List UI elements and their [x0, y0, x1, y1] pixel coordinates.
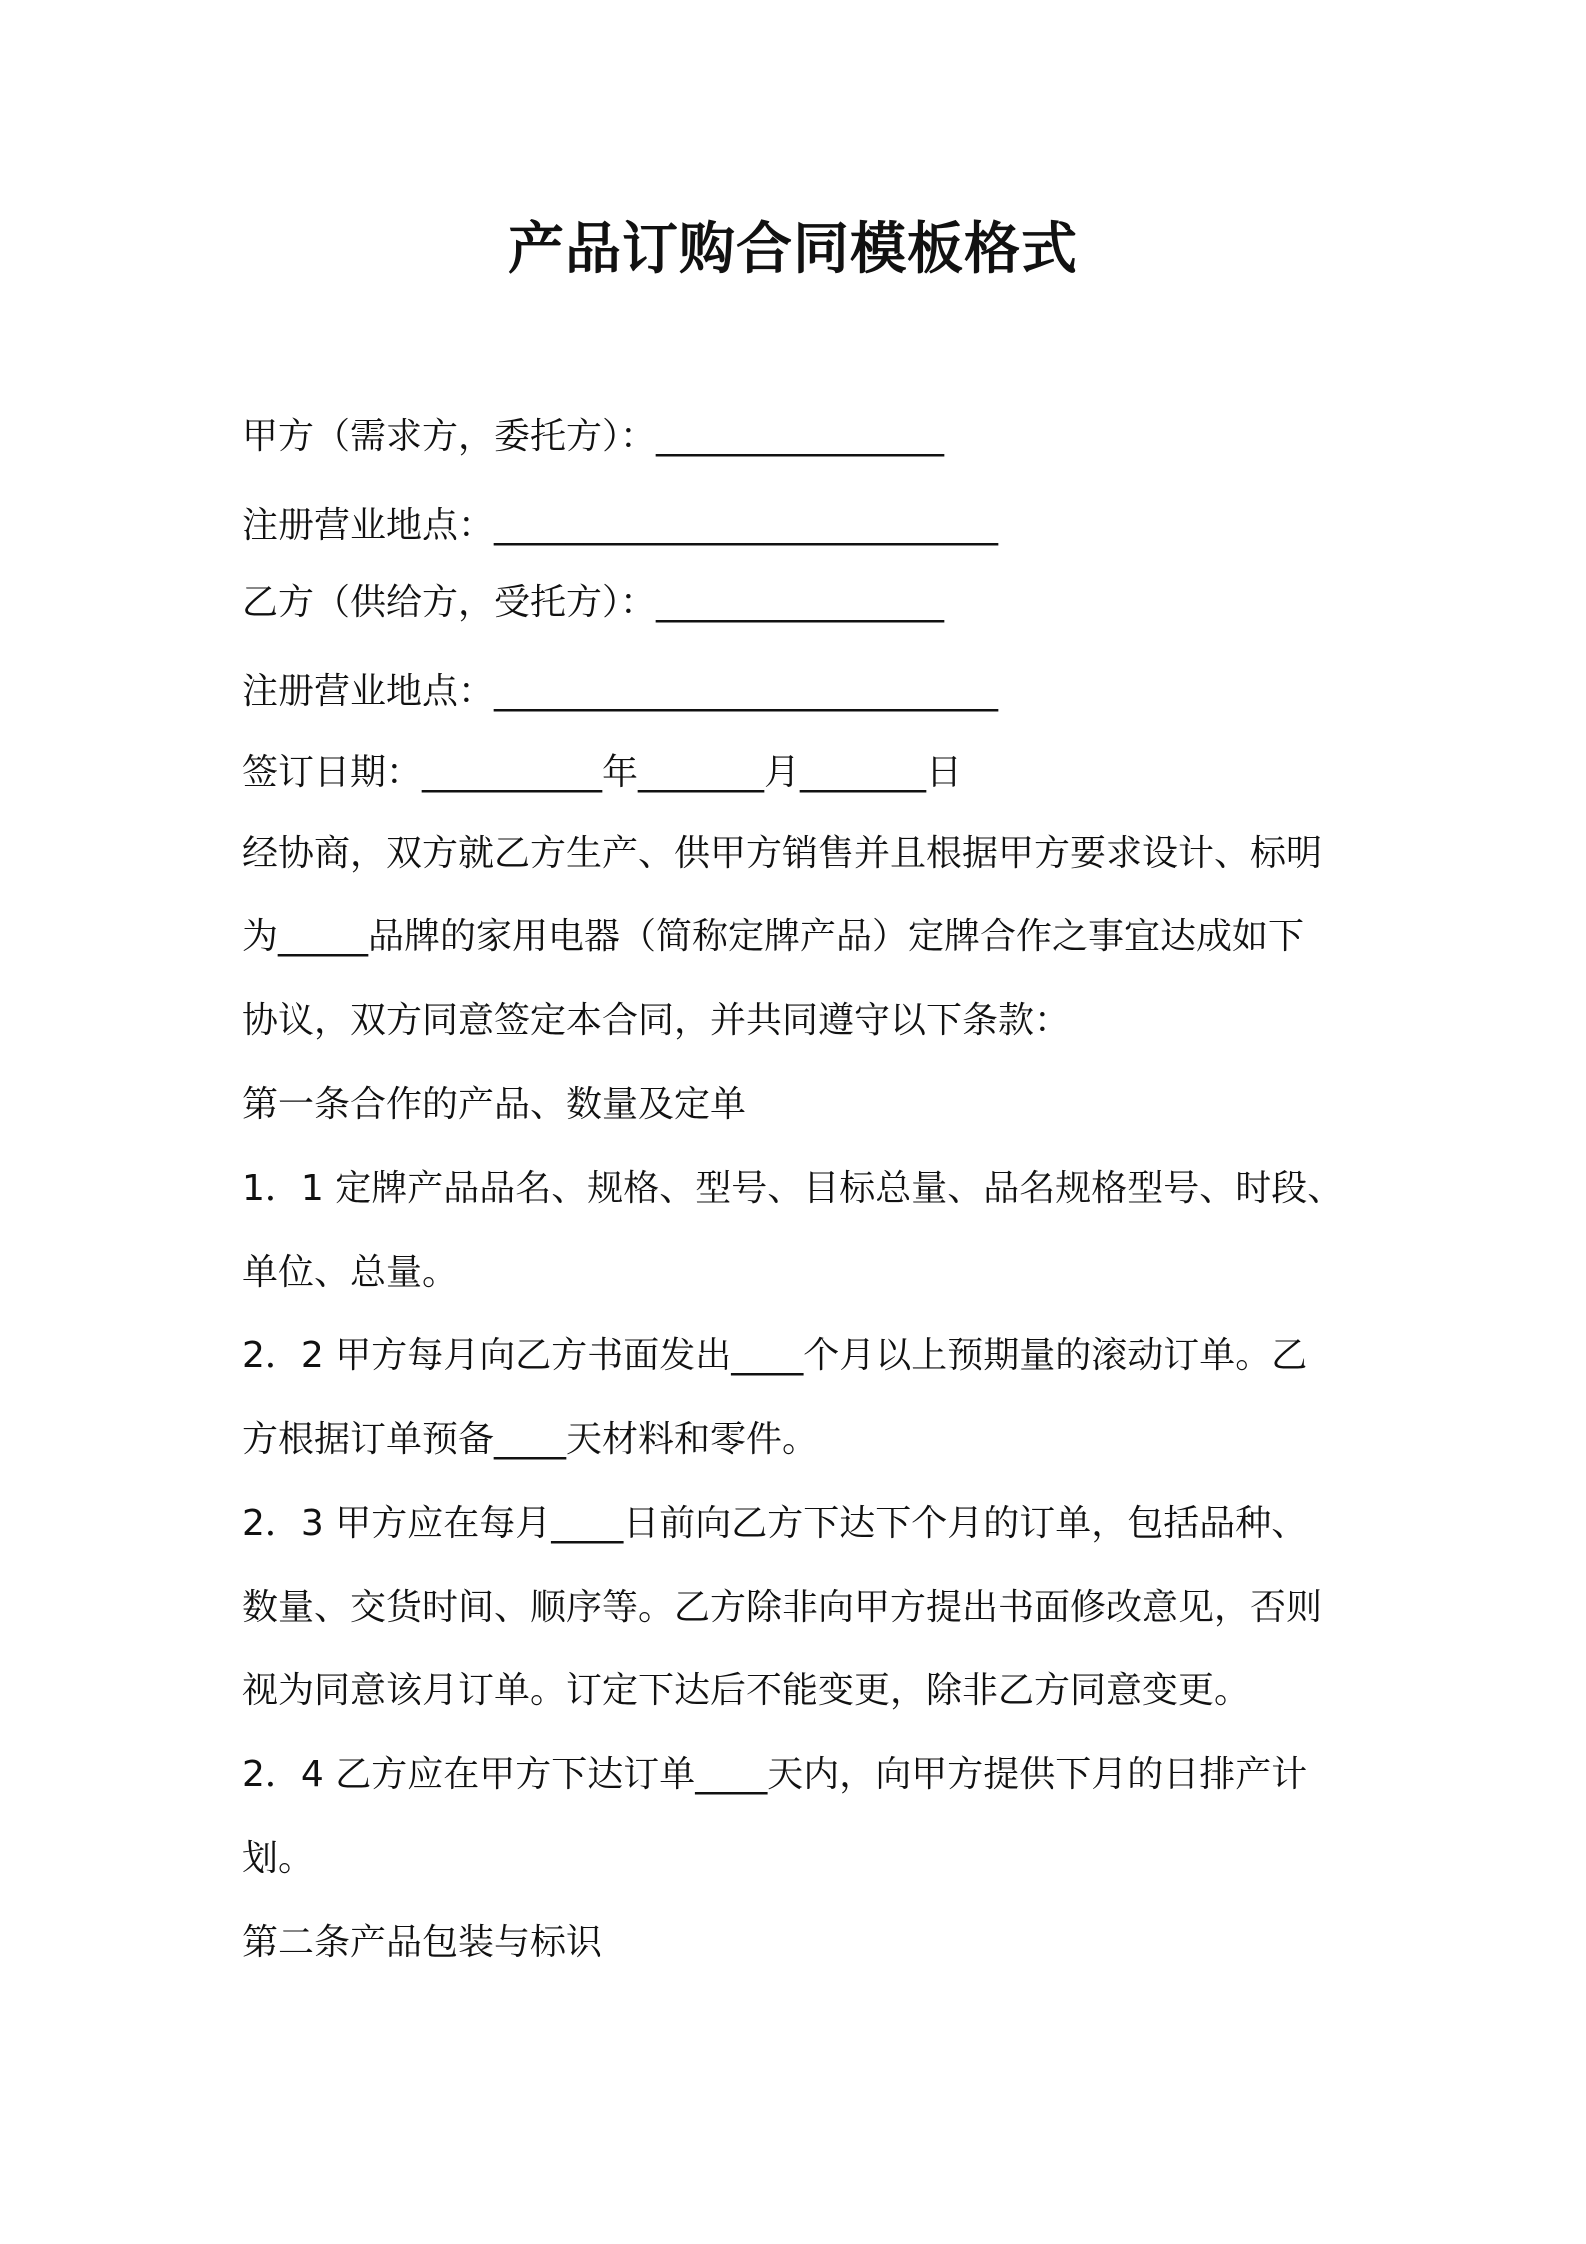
party-a-line: 甲方（需求方，委托方）：________________: [242, 416, 945, 457]
preamble-line-2: 为_____品牌的家用电器（简称定牌产品）定牌合作之事宜达成如下: [242, 916, 1305, 957]
document-title: 产品订购合同模板格式: [508, 217, 1078, 282]
clause-2-4-line-1: 2．4 乙方应在甲方下达订单____天内，向甲方提供下月的日排产计: [242, 1754, 1308, 1795]
clause-2-3-line-3: 视为同意该月订单。订定下达后不能变更，除非乙方同意变更。: [242, 1670, 1251, 1711]
clause-2-2-line-1: 2．2 甲方每月向乙方书面发出____个月以上预期量的滚动订单。乙: [242, 1335, 1308, 1376]
clause-1-1-line-2: 单位、总量。: [242, 1252, 459, 1293]
party-b-address-line: 注册营业地点：____________________________: [242, 671, 999, 712]
party-b-line: 乙方（供给方，受托方）：________________: [242, 582, 945, 623]
article-2-heading: 第二条产品包装与标识: [242, 1922, 603, 1963]
preamble-line-1: 经协商，双方就乙方生产、供甲方销售并且根据甲方要求设计、标明: [242, 833, 1323, 874]
signing-date-line: 签订日期：__________年_______月_______日: [242, 752, 963, 793]
clause-2-4-line-2: 划。: [242, 1838, 315, 1879]
clause-2-3-line-2: 数量、交货时间、顺序等。乙方除非向甲方提出书面修改意见，否则: [242, 1587, 1323, 1628]
clause-1-1-line-1: 1．1 定牌产品品名、规格、型号、目标总量、品名规格型号、时段、: [242, 1168, 1344, 1209]
party-a-address-line: 注册营业地点：____________________________: [242, 505, 999, 546]
article-1-heading: 第一条合作的产品、数量及定单: [242, 1084, 747, 1125]
clause-2-2-line-2: 方根据订单预备____天材料和零件。: [242, 1419, 819, 1460]
preamble-line-3: 协议，双方同意签定本合同，并共同遵守以下条款：: [242, 1000, 1071, 1041]
clause-2-3-line-1: 2．3 甲方应在每月____日前向乙方下达下个月的订单，包括品种、: [242, 1503, 1308, 1544]
